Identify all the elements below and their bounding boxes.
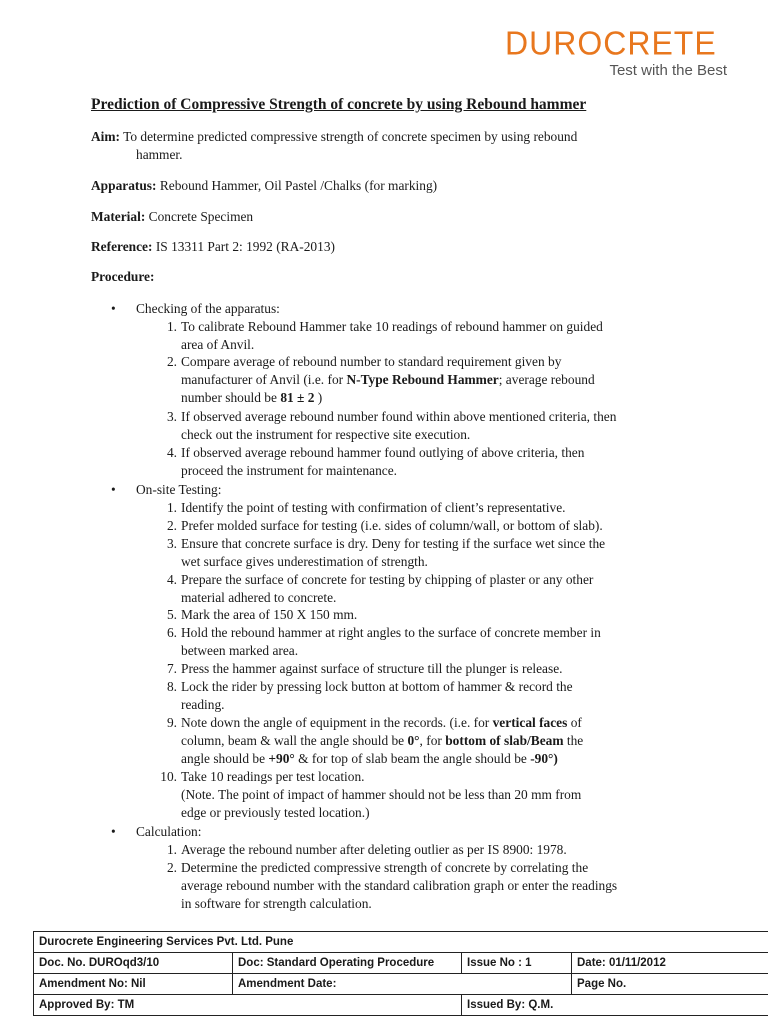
material-text: Concrete Specimen (148, 209, 254, 224)
document-title: Prediction of Compressive Strength of concrete by using Rebound hammer (91, 96, 587, 113)
approved-by-cell: Approved By: TM (34, 995, 462, 1016)
list-item: 10. Take 10 readings per test location. (Note. The point of impact of hammer should not be less than 20 mm from edge or previously tested location.) (160, 769, 582, 820)
company-logo (505, 26, 735, 79)
list-item: 3. If observed average rebound number found within above mentioned criteria, then check out the instrument for respective site execution. (166, 409, 617, 442)
list-item: 1. To calibrate Rebound Hammer take 10 readings of rebound hammer on guided area of Anvil. (166, 319, 603, 352)
date-cell: Date: 01/11/2012 (572, 953, 768, 974)
list-item: 5. Mark the area of 150 X 150 mm. (166, 607, 358, 622)
section-onsite-title: • On-site Testing: (136, 481, 221, 499)
doc-no-cell: Doc. No. DUROqd3/10 (34, 953, 233, 974)
company-cell: Durocrete Engineering Services Pvt. Ltd. Pune (34, 932, 768, 953)
material-label: Material: (91, 209, 146, 224)
table-row (34, 995, 768, 1016)
list-item: 2. Determine the predicted compressive strength of concrete by correlating the average rebound number with the standard calibration graph or enter the readings in software for strength calculation. (166, 860, 618, 911)
apparatus-line (91, 177, 437, 195)
reference-line (91, 238, 335, 256)
aim-line-2: hammer. (136, 147, 183, 162)
aim-label: Aim: (91, 129, 121, 144)
issue-no-cell: Issue No : 1 (462, 953, 572, 974)
aim-line (91, 128, 577, 146)
document-control-table (33, 931, 768, 1016)
procedure-heading: Procedure: (91, 269, 155, 284)
amendment-date-cell: Amendment Date: (233, 974, 572, 995)
doc-title-cell: Doc: Standard Operating Procedure (233, 953, 462, 974)
section-calculation-title: • Calculation: (136, 823, 201, 841)
apparatus-label: Apparatus: (91, 178, 157, 193)
list-item: 9. Note down the angle of equipment in the records. (i.e. for vertical faces of column, beam & wall the angle should be 0°, for bottom of slab/Beam the angle should be +90° & for top of slab beam the angle should be -90°) (166, 715, 584, 766)
list-item: 4. Prepare the surface of concrete for testing by chipping of plaster or any other material adhered to concrete. (166, 572, 594, 605)
reference-label: Reference: (91, 239, 153, 254)
list-item: 8. Lock the rider by pressing lock button at bottom of hammer & record the reading. (166, 679, 573, 712)
page-no-cell: Page No. (572, 974, 768, 995)
list-item: 3. Ensure that concrete surface is dry. Deny for testing if the surface wet since the wet surface gives underestimation of strength. (166, 536, 606, 569)
section-checking-title: • Checking of the apparatus: (136, 300, 280, 318)
list-item: 1. Average the rebound number after deleting outlier as per IS 8900: 1978. (166, 842, 567, 857)
list-item: 2. Compare average of rebound number to standard requirement given by manufacturer of Anvil (i.e. for N-Type Rebound Hammer; average rebound number should be 81 ± 2 ) (166, 354, 595, 405)
material-line (91, 208, 253, 226)
list-item: 7. Press the hammer against surface of structure till the plunger is release. (166, 661, 563, 676)
list-item: 4. If observed average rebound hammer found outlying of above criteria, then proceed the instrument for maintenance. (166, 445, 585, 478)
amendment-no-cell: Amendment No: Nil (34, 974, 233, 995)
list-item: 6. Hold the rebound hammer at right angles to the surface of concrete member in between marked area. (166, 625, 601, 658)
table-row (34, 932, 768, 953)
apparatus-text: Rebound Hammer, Oil Pastel /Chalks (for marking) (159, 178, 438, 193)
issued-by-cell: Issued By: Q.M. (462, 995, 768, 1016)
logo-name: DUROCRETE (505, 24, 717, 62)
list-item: 2. Prefer molded surface for testing (i.e. sides of column/wall, or bottom of slab). (166, 518, 603, 533)
aim-text: To determine predicted compressive strength of concrete specimen by using rebound (123, 129, 578, 144)
table-row (34, 953, 768, 974)
list-item: 1. Identify the point of testing with confirmation of client’s representative. (166, 500, 566, 515)
table-row (34, 974, 768, 995)
reference-text: IS 13311 Part 2: 1992 (RA-2013) (155, 239, 335, 254)
logo-tagline: Test with the Best (609, 62, 727, 79)
